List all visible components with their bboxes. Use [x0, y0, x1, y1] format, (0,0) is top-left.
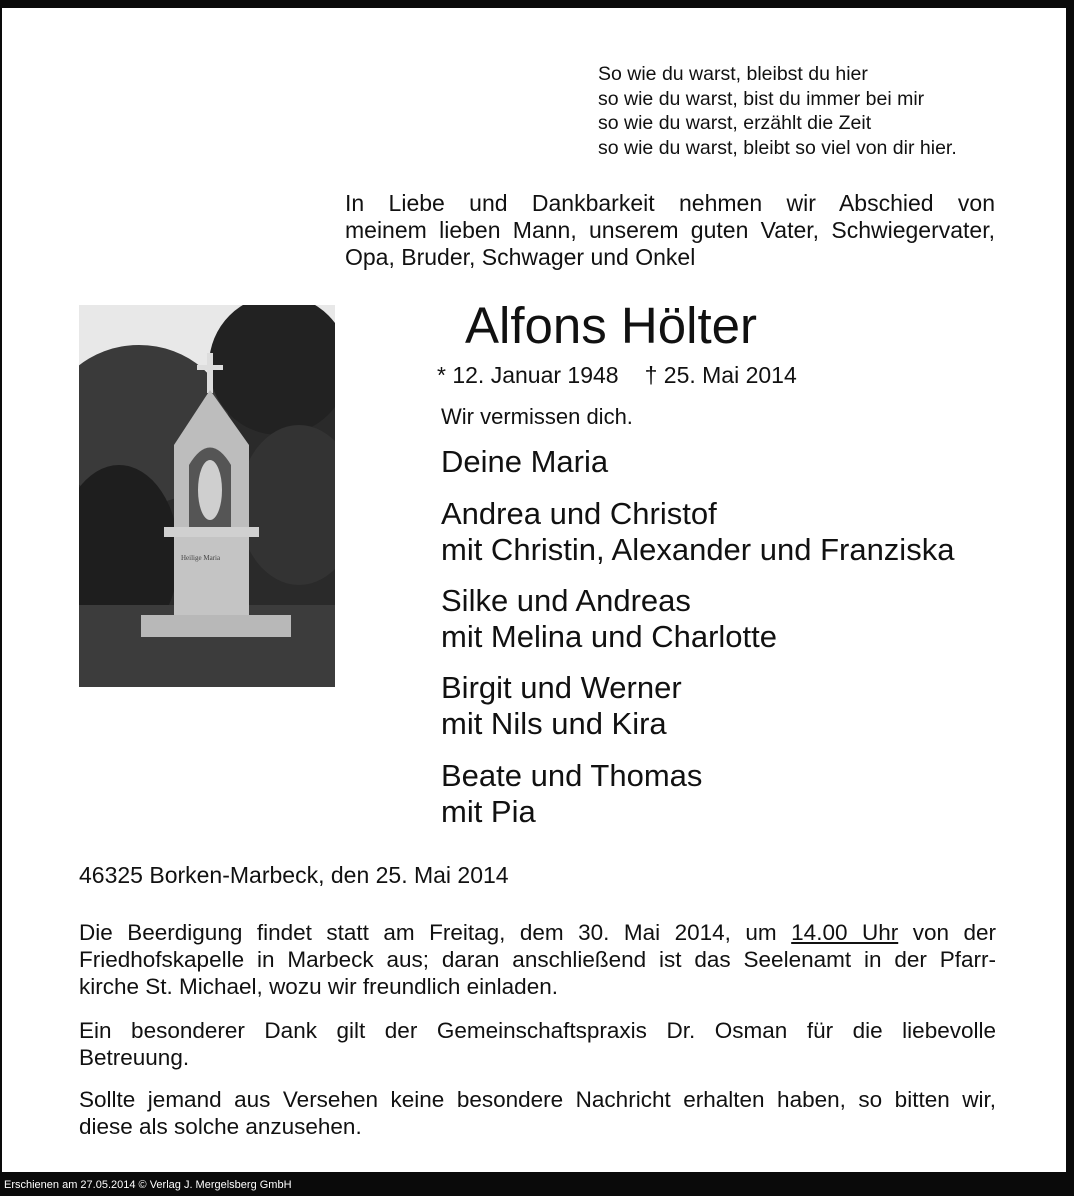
family-group [441, 670, 682, 742]
family-group [441, 444, 608, 480]
poem-line: so wie du warst, bist du immer bei mir [598, 87, 925, 110]
death-date: † 25. Mai 2014 [644, 362, 797, 388]
deceased-name: Alfons Hölter [465, 297, 757, 354]
notice-line: Sollte jemand aus Versehen keine besondere Nachricht erhalten haben, so bitten wir, [79, 1087, 996, 1112]
thanks-text [79, 1017, 996, 1071]
family-line: Silke und Andreas [441, 583, 691, 618]
family-line: Birgit und Werner [441, 670, 682, 705]
thanks-line: Ein besonderer Dank gilt der Gemeinschaftspraxis Dr. Osman für die liebevolle [79, 1018, 996, 1043]
funeral-text: von der [898, 920, 996, 945]
funeral-info [79, 919, 996, 1000]
grave-shrine-photo [79, 305, 335, 687]
family-line: mit Christin, Alexander und Franziska [441, 532, 955, 567]
funeral-line: Friedhofskapelle in Marbeck aus; daran anschließend ist das Seelenamt in der Pfarr- [79, 947, 996, 972]
family-line: mit Nils und Kira [441, 706, 667, 741]
family-line: Deine Maria [441, 444, 609, 479]
poem-line: so wie du warst, erzählt die Zeit [598, 112, 872, 134]
funeral-line [79, 919, 996, 946]
family-line: Andrea und Christof [441, 496, 717, 531]
miss-text: Wir vermissen dich. [441, 404, 633, 429]
svg-text:Heilige Maria: Heilige Maria [181, 554, 221, 562]
family-line: Beate und Thomas [441, 758, 703, 793]
family-group [441, 758, 702, 830]
birth-date: * 12. Januar 1948 [437, 362, 619, 388]
intro-line: In Liebe und Dankbarkeit nehmen wir Abschied von [345, 190, 995, 216]
thanks-line: Betreuung. [79, 1045, 190, 1070]
family-line: mit Melina und Charlotte [441, 619, 777, 654]
intro-line: Opa, Bruder, Schwager und Onkel [345, 244, 696, 270]
poem [598, 62, 957, 160]
funeral-text: Die Beerdigung findet statt am Freitag, dem 30. Mai 2014, um [79, 920, 792, 945]
family-group [441, 496, 954, 568]
publication-footer: Erschienen am 27.05.2014 © Verlag J. Mergelsberg GmbH [4, 1179, 292, 1191]
family-line: mit Pia [441, 794, 536, 829]
funeral-line: kirche St. Michael, wozu wir freundlich einladen. [79, 974, 558, 999]
family-group [441, 583, 777, 655]
notice-text [79, 1086, 996, 1140]
place-date: 46325 Borken-Marbeck, den 25. Mai 2014 [79, 862, 509, 888]
intro-text [345, 190, 995, 271]
poem-line: so wie du warst, bleibt so viel von dir hier. [598, 136, 957, 159]
poem-line: So wie du warst, bleibst du hier [598, 63, 868, 85]
funeral-time: 14.00 Uhr [791, 920, 899, 945]
notice-line: diese als solche anzusehen. [79, 1114, 362, 1139]
life-dates [437, 362, 797, 389]
intro-line: meinem lieben Mann, unserem guten Vater, Schwiegervater, [345, 217, 995, 243]
